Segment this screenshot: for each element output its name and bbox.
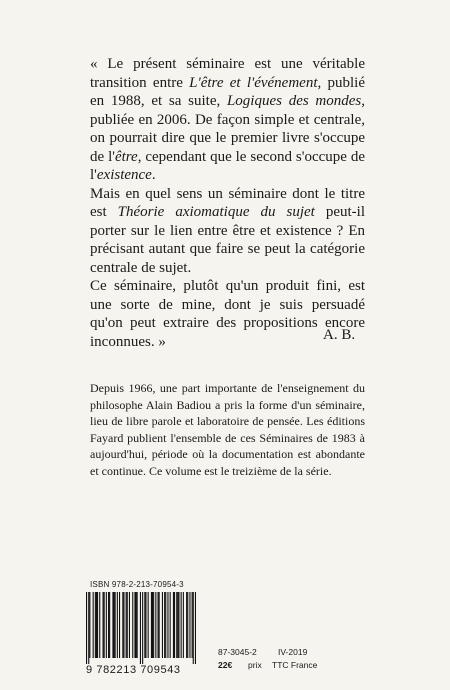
quote-text: , publié en 1988, et sa suite, [90,74,366,109]
emphasis: être [114,148,138,165]
quote-paragraph-1 [90,55,365,185]
quote-text: « Le présent séminaire est une véritable transition entre [90,56,365,91]
signature: A. B. [323,327,356,343]
barcode [86,592,196,670]
barcode-digits: 9 782213 709543 [86,664,181,676]
price: 22€ [218,660,233,670]
quote-text: , cependant que le second s'occupe de l' [90,148,365,183]
quote-paragraph-3: Ce séminaire, plutôt qu'un produit fini, est une sorte de mine, dont je suis persuadé qu'on peut extraire des propositions encore inconnues. » [90,278,365,350]
isbn-label: ISBN 978-2-213-70954-3 [90,580,184,589]
quote-text: . [151,167,156,183]
price-label: prix [248,660,262,670]
quote-paragraph-2 [90,185,365,278]
back-cover-quote [90,55,365,351]
book-title: Logiques des mondes [226,93,362,109]
quote-text: Mais en quel sens un séminaire dont le titre est [90,185,365,220]
publisher-blurb: Depuis 1966, une part importante de l'enseignement du philosophe Alain Badiou a pris la forme d'un séminaire, lieu de libre parole et laboratoire de pensée. Les éditions Fayard publient l'ensemble de ces Séminaires de 1983 à aujourd'hui, période où la documentation est abondante et continue. Ce volume est le treizième de la série. [90,381,365,478]
publisher-code: 87-3045-2 [218,647,257,657]
print-date: IV-2019 [278,647,308,657]
book-title: L'être et l'événement [189,74,318,91]
tax-label: TTC France [272,660,318,670]
publication-info [218,646,317,672]
book-title: Théorie axiomatique du sujet [117,204,315,220]
emphasis: existence [96,167,152,183]
quote-text: , publiée en 2006. De façon simple et centrale, on pourrait dire que le premier livre s'occupe de l' [90,93,366,165]
quote-text: peut-il porter sur le lien entre être et existence ? En précisant autant que faire se peut la catégorie centrale de sujet. [90,204,365,276]
